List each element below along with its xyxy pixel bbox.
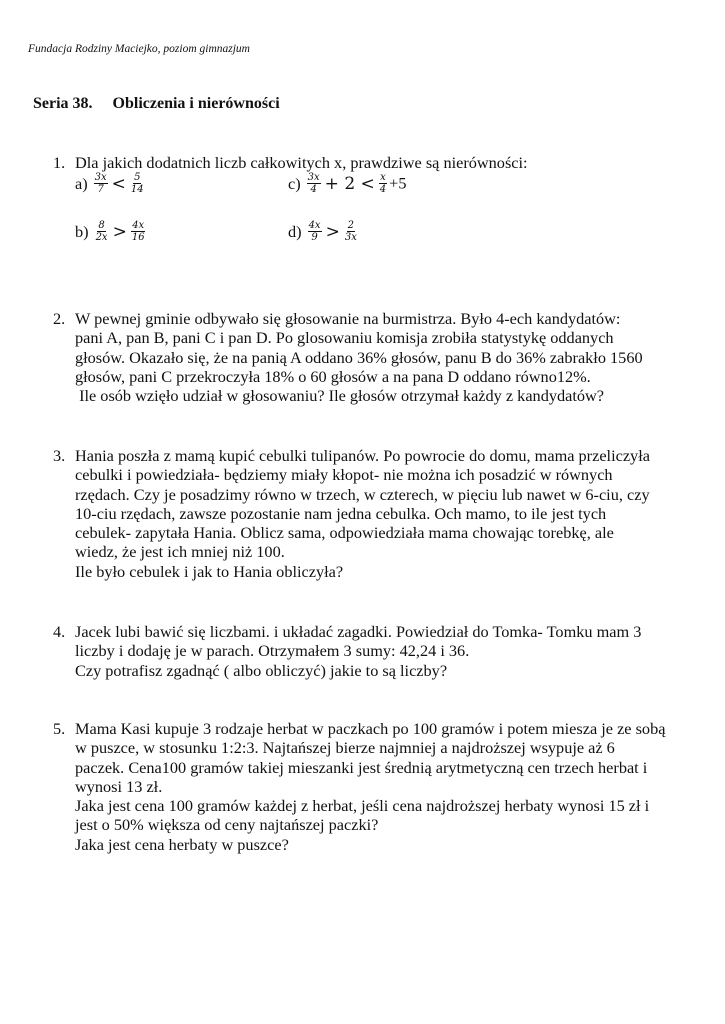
series-topic: Obliczenia i nierówności (112, 95, 280, 112)
fraction: $\frac{4x}{16}$ (131, 220, 145, 243)
problem-number: 3. (53, 446, 66, 465)
fraction: $\frac{3x}{4}$ (307, 172, 320, 195)
problem-text: Mama Kasi kupuje 3 rodzaje herbat w paczkach po 100 gramów i potem miesza je ze sobą w puszce, w stosunku 1:2:3. Najtańszej bierze najmniej a najdroższej wsypuje aż 6 paczek. Cena100 gramów takiej mieszanki jest średnią arytmetyczną cen trzech herbat i wynosi 13 zł. Jaka jest cena 100 gramów każdej z herbat, jeśli cena najdroższej herbaty wynosi 15 zł i jest o 50% większa od ceny najtańszej paczki? Jaka jest cena herbaty w puszce? (75, 719, 666, 854)
fraction: $\frac{8}{2x}$ (95, 220, 108, 243)
page-title (33, 95, 280, 113)
page-header: Fundacja Rodziny Maciejko, poziom gimnazjum (28, 43, 250, 55)
tail-term: +5 (389, 173, 407, 193)
fraction: $\frac{5}{14}$ (130, 172, 144, 195)
fraction: $\frac{x}{4}$ (379, 172, 387, 195)
inequality-label: c) (288, 173, 301, 193)
problem-number: 1. (53, 153, 66, 172)
problem-number: 5. (53, 719, 66, 738)
inequality-a (75, 172, 147, 195)
operator: < (111, 173, 126, 194)
inequality-label: a) (75, 173, 88, 193)
inequality-label: b) (75, 221, 89, 241)
problem-text: W pewnej gminie odbywało się głosowanie na burmistrza. Było 4-ech kandydatów: pani A, pan B, pani C i pan D. Po glosowaniu komisja zrobiła statystykę oddanych głosów. Okazało się, że na panią A oddano 36% głosów, panu B do 36% zabrakło 1560 głosów, pani C przekroczyła 18% o 60 głosów a na pana D oddano równo12%. Ile osób wzięło udział w głosowaniu? Ile głosów otrzymał każdy z kandydatów? (75, 309, 643, 406)
fraction: $\frac{3x}{7}$ (94, 172, 107, 195)
inequality-label: d) (288, 221, 302, 241)
problem-text: Jacek lubi bawić się liczbami. i układać zagadki. Powiedział do Tomka- Tomku mam 3 liczby i dodaję je w parach. Otrzymałem 3 sumy: 42,24 i 36. Czy potrafisz zgadnąć ( albo obliczyć) jakie to są liczby? (75, 622, 642, 680)
inequality-d (288, 220, 360, 243)
problem-number: 2. (53, 309, 66, 328)
inequality-b (75, 220, 148, 243)
fraction: $\frac{4x}{9}$ (308, 220, 321, 243)
operator: > (112, 221, 127, 242)
problem-number: 4. (53, 622, 66, 641)
fraction: $\frac{2}{3x}$ (344, 220, 357, 243)
series-number: Seria 38. (33, 95, 93, 112)
operator: > (325, 221, 340, 242)
problem-intro: Dla jakich dodatnich liczb całkowitych x, prawdziwe są nierówności: (75, 153, 528, 172)
operator: + 2 < (324, 173, 375, 194)
inequality-c (288, 172, 407, 195)
problem-text: Hania poszła z mamą kupić cebulki tulipanów. Po powrocie do domu, mama przeliczyła cebulki i powiedziała- będziemy miały kłopot- nie można ich posadzić w równych rzędach. Czy je posadzimy równo w trzech, w czterech, w pięciu lub nawet w 6-ciu, czy 10-ciu rzędach, zawsze pozostanie nam jedna cebulka. Och mamo, to ile jest tych cebulek- zapytała Hania. Oblicz sama, odpowiedziała mama chowając torebkę, ale wiedz, że jest ich mniej niż 100. Ile było cebulek i jak to Hania obliczyła? (75, 446, 650, 581)
